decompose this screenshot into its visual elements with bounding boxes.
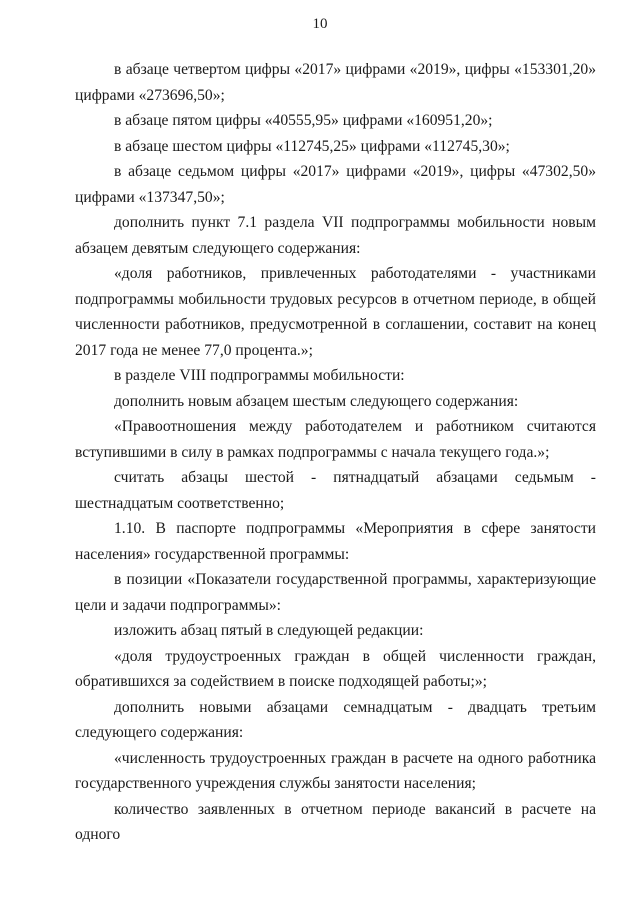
page-number: 10: [312, 16, 328, 32]
paragraph: дополнить пункт 7.1 раздела VII подпрограммы мобильности новым абзацем девятым следующего содержания:: [75, 214, 596, 257]
paragraph: дополнить новыми абзацами семнадцатым - двадцать третьим следующего содержания:: [75, 698, 596, 741]
paragraph: дополнить новым абзацем шестым следующего содержания:: [114, 392, 519, 410]
paragraph: «Правоотношения между работодателем и работником считаются вступившими в силу в рамках подпрограммы с начала текущего года.»;: [75, 418, 596, 461]
paragraph: 1.10. В паспорте подпрограммы «Мероприятия в сфере занятости населения» государственной программы:: [75, 520, 596, 563]
paragraph: количество заявленных в отчетном периоде вакансий в расчете на одного: [75, 800, 596, 843]
paragraph: в разделе VIII подпрограммы мобильности:: [114, 367, 405, 384]
paragraph: «доля трудоустроенных граждан в общей численности граждан, обратившихся за содействием в поиске подходящей работы;»;: [75, 647, 596, 690]
paragraph: «доля работников, привлеченных работодателями - участниками подпрограммы мобильности трудовых ресурсов в отчетном периоде, в общей численности работников, предусмотренной в соглашении, составит на конец 2017 года не менее 77,0 процента.»;: [75, 265, 596, 359]
paragraph: в позиции «Показатели государственной программы, характеризующие цели и задачи подпрограммы»:: [75, 571, 596, 614]
paragraph: в абзаце пятом цифры «40555,95» цифрами «160951,20»;: [114, 112, 493, 129]
paragraph: в абзаце четвертом цифры «2017» цифрами «2019», цифры «153301,20» цифрами «273696,50»;: [75, 61, 596, 104]
paragraph: в абзаце шестом цифры «112745,25» цифрами «112745,30»;: [114, 137, 510, 155]
paragraph: изложить абзац пятый в следующей редакции:: [114, 622, 424, 639]
document-body: [75, 57, 596, 848]
paragraph: «численность трудоустроенных граждан в расчете на одного работника государственного учреждения службы занятости населения;: [75, 749, 596, 792]
paragraph: считать абзацы шестой - пятнадцатый абзацами седьмым - шестнадцатым соответственно;: [75, 469, 596, 512]
paragraph: в абзаце седьмом цифры «2017» цифрами «2019», цифры «47302,50» цифрами «137347,50»;: [75, 163, 596, 206]
